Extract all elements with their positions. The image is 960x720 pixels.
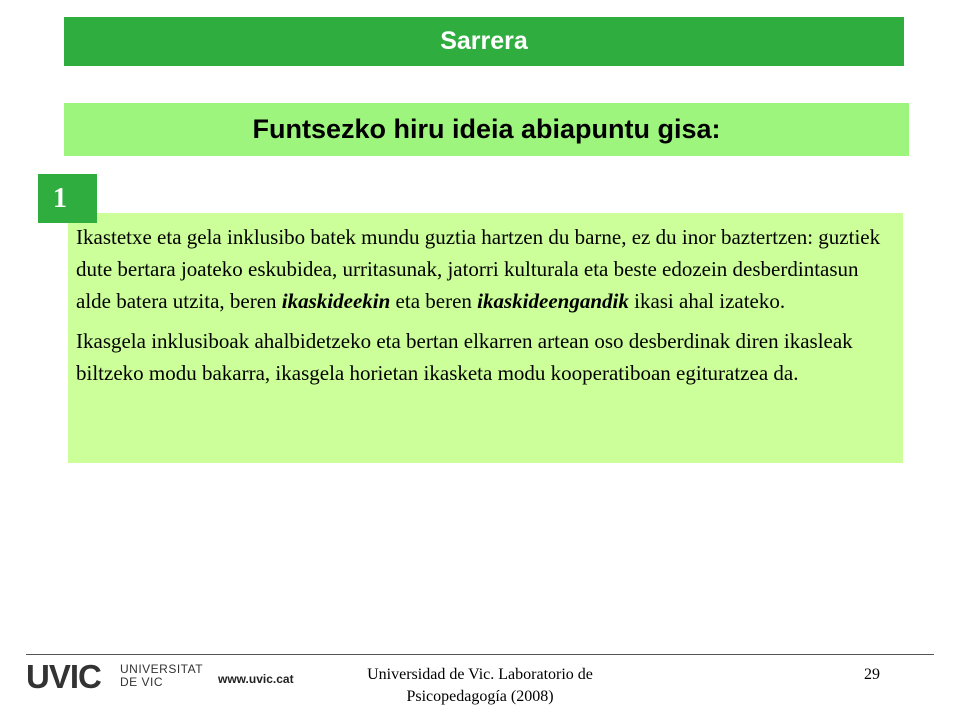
logo-subtext (120, 663, 203, 689)
caption-line-1: Universidad de Vic. Laboratorio de (367, 666, 593, 683)
footer-caption (300, 664, 660, 708)
idea-number-badge (38, 174, 97, 223)
logo-line-1: UNIVERSITAT (120, 662, 204, 676)
idea-number: 1 (53, 182, 67, 214)
paragraph-2: Ikasgela inklusiboak ahalbidetzeko eta bertan elkarren artean oso desberdinak diren ikasleak biltzeko modu bakarra, ikasgela horietan ikasketa modu kooperatiboan egituratzea da. (76, 329, 853, 385)
section-title-banner (64, 17, 904, 66)
emphasis-ikaskideengandik: ikaskideengandik (477, 289, 629, 313)
paragraph-1-part-b: eta beren (390, 289, 478, 313)
page-number: 29 (864, 666, 880, 683)
slide-subtitle: Funtsezko hiru ideia abiapuntu gisa: (252, 114, 721, 144)
idea-content-box (68, 213, 903, 463)
caption-line-2: Psicopedagogía (2008) (406, 688, 554, 705)
slide-subtitle-box (64, 103, 909, 156)
paragraph-1-part-a: Ikastetxe eta gela inklusibo batek mundu guztia hartzen du barne, ez du inor baztertzen: guztiek dute bertara joateko eskubidea, urritasunak, jatorri kulturala eta beste edozein desberdintasun alde batera utzita, beren (76, 225, 881, 313)
emphasis-ikaskideekin: ikaskideekin (281, 289, 391, 313)
footer-divider (26, 654, 934, 655)
website-url: www.uvic.cat (218, 672, 294, 686)
logo-line-2: DE VIC (120, 675, 164, 689)
uvic-logo (26, 658, 204, 695)
paragraph-1-part-c: ikasi ahal izateko. (628, 289, 786, 313)
logo-wordmark: UVIC (26, 658, 101, 695)
paragraph-1 (76, 221, 895, 317)
section-title: Sarrera (440, 27, 528, 55)
